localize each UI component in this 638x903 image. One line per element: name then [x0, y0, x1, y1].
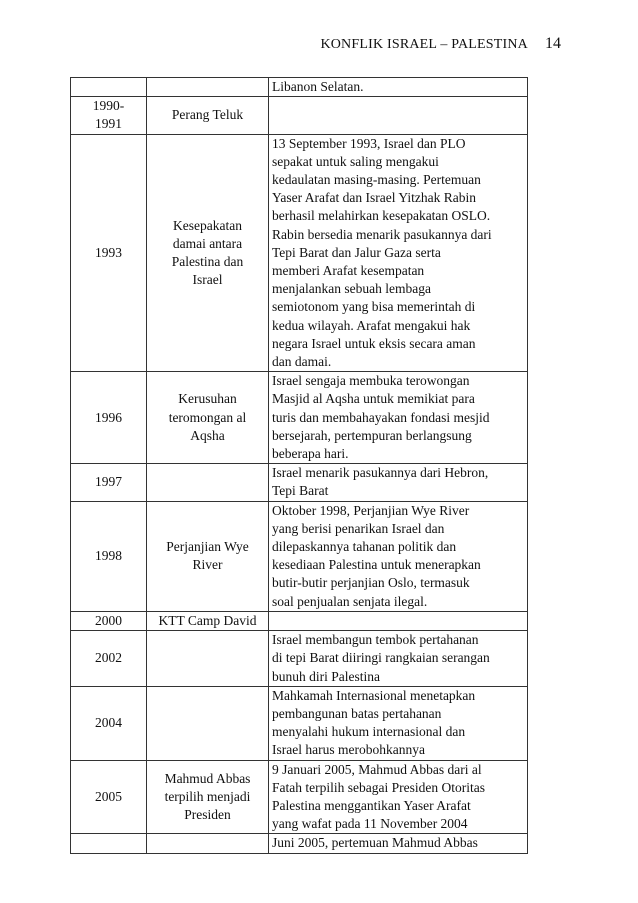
event-line: Palestina dan: [171, 253, 244, 269]
year-line: 1996: [95, 409, 122, 425]
description-line: kedua wilayah. Arafat mengakui hak: [272, 317, 471, 333]
description-line: bunuh diri Palestina: [272, 668, 380, 684]
description-line: Oktober 1998, Perjanjian Wye River: [272, 502, 470, 518]
description-cell: [269, 631, 528, 687]
event-cell: [147, 834, 269, 853]
year-cell: [71, 611, 147, 630]
year-line: 1990-: [92, 98, 125, 114]
description-cell: [269, 78, 528, 97]
description-cell: [269, 464, 528, 501]
description-line: soal penjualan senjata ilegal.: [272, 593, 428, 609]
description-line: 13 September 1993, Israel dan PLO: [272, 135, 466, 151]
table-row: [71, 501, 528, 611]
year-cell: [71, 372, 147, 464]
table-row: [71, 686, 528, 760]
description-cell: [269, 501, 528, 611]
year-cell: [71, 760, 147, 834]
description-line: yang berisi penarikan Israel dan: [272, 520, 445, 536]
description-line: Libanon Selatan.: [272, 79, 364, 94]
event-line: KTT Camp David: [158, 612, 257, 628]
table-row: [71, 134, 528, 372]
description-line: Israel membangun tembok pertahanan: [272, 632, 479, 648]
description-line: yang wafat pada 11 November 2004: [272, 816, 468, 832]
description-line: dilepaskannya tahanan politik dan: [272, 539, 457, 555]
year-cell: [71, 686, 147, 760]
description-line: Masjid al Aqsha untuk memikiat para: [272, 391, 475, 407]
description-line: Tepi Barat dan Jalur Gaza serta: [272, 244, 441, 260]
table-row: [71, 834, 528, 853]
event-cell: [147, 464, 269, 501]
event-line: Perang Teluk: [171, 107, 244, 123]
event-cell: [147, 611, 269, 630]
event-line: Mahmud Abbas: [164, 770, 251, 786]
event-cell: [147, 631, 269, 687]
description-line: dan damai.: [272, 354, 332, 370]
description-line: Yaser Arafat dan Israel Yitzhak Rabin: [272, 190, 476, 206]
event-line: Israel: [192, 272, 223, 288]
year-cell: [71, 97, 147, 134]
page-number: 14: [545, 35, 561, 52]
description-line: Israel sengaja membuka terowongan: [272, 373, 470, 389]
event-line: Kerusuhan: [178, 391, 237, 407]
event-cell: [147, 134, 269, 372]
event-line: Perjanjian Wye: [166, 539, 249, 555]
event-cell: [147, 372, 269, 464]
year-line: 1991: [95, 116, 122, 132]
event-line: terpilih menjadi: [164, 788, 251, 804]
description-line: Tepi Barat: [272, 483, 329, 499]
description-cell: [269, 760, 528, 834]
table-row: [71, 372, 528, 464]
description-cell: [269, 686, 528, 760]
event-line: Aqsha: [190, 427, 225, 443]
description-line: Israel menarik pasukannya dari Hebron,: [272, 465, 489, 481]
page-header: [0, 37, 638, 57]
description-cell: [269, 97, 528, 134]
description-line: memberi Arafat kesempatan: [272, 263, 425, 279]
year-line: 2002: [95, 650, 122, 666]
table-row: [71, 631, 528, 687]
event-line: Kesepakatan: [173, 217, 242, 233]
description-line: turis dan membahayakan fondasi mesjid: [272, 409, 490, 425]
year-cell: [71, 631, 147, 687]
description-line: butir-butir perjanjian Oslo, termasuk: [272, 575, 470, 591]
year-cell: [71, 134, 147, 372]
event-cell: [147, 501, 269, 611]
description-line: Fatah terpilih sebagai Presiden Otoritas: [272, 779, 485, 795]
table-row: [71, 78, 528, 97]
table-row: [71, 97, 528, 134]
description-cell: [269, 611, 528, 630]
description-line: menyalahi hukum internasional dan: [272, 724, 466, 740]
description-line: di tepi Barat diiringi rangkaian serangan: [272, 650, 490, 666]
description-line: kedaulatan masing-masing. Pertemuan: [272, 172, 481, 188]
description-line: bersejarah, pertempuran berlangsung: [272, 427, 472, 443]
description-line: pembangunan batas pertahanan: [272, 705, 442, 721]
timeline-table: [70, 77, 528, 854]
description-line: beberapa hari.: [272, 446, 349, 462]
year-line: 2005: [95, 788, 122, 804]
year-cell: [71, 78, 147, 97]
year-line: 1998: [95, 548, 122, 564]
event-cell: [147, 97, 269, 134]
description-line: Israel harus merobohkannya: [272, 742, 425, 758]
year-line: 2004: [95, 715, 122, 730]
description-line: 9 Januari 2005, Mahmud Abbas dari al: [272, 761, 482, 777]
description-cell: [269, 834, 528, 853]
description-line: Palestina menggantikan Yaser Arafat: [272, 797, 471, 813]
event-cell: [147, 760, 269, 834]
description-line: Rabin bersedia menarik pasukannya dari: [272, 226, 492, 242]
event-cell: [147, 686, 269, 760]
description-line: negara Israel untuk eksis secara aman: [272, 335, 476, 351]
year-line: 1993: [95, 244, 122, 260]
year-cell: [71, 464, 147, 501]
description-line: kesediaan Palestina untuk menerapkan: [272, 557, 481, 573]
table-row: [71, 464, 528, 501]
description-line: berhasil melahirkan kesepakatan OSLO.: [272, 208, 491, 224]
year-cell: [71, 501, 147, 611]
event-line: River: [192, 557, 223, 573]
table-row: [71, 760, 528, 834]
running-header-title: KONFLIK ISRAEL – PALESTINA: [320, 37, 528, 52]
year-cell: [71, 834, 147, 853]
event-line: teromongan al: [168, 409, 247, 425]
description-line: Mahkamah Internasional menetapkan: [272, 687, 476, 703]
event-line: damai antara: [172, 235, 243, 251]
year-line: 2000: [95, 612, 122, 628]
description-line: Juni 2005, pertemuan Mahmud Abbas: [272, 835, 478, 851]
description-cell: [269, 134, 528, 372]
description-cell: [269, 372, 528, 464]
year-line: 1997: [95, 474, 122, 490]
table-row: [71, 611, 528, 630]
description-line: semiotonom yang bisa memerintah di: [272, 299, 476, 315]
timeline-table-body: [71, 78, 528, 854]
description-line: menjalankan sebuah lembaga: [272, 281, 431, 297]
event-cell: [147, 78, 269, 97]
event-line: Presiden: [184, 807, 231, 823]
description-line: sepakat untuk saling mengakui: [272, 153, 439, 169]
